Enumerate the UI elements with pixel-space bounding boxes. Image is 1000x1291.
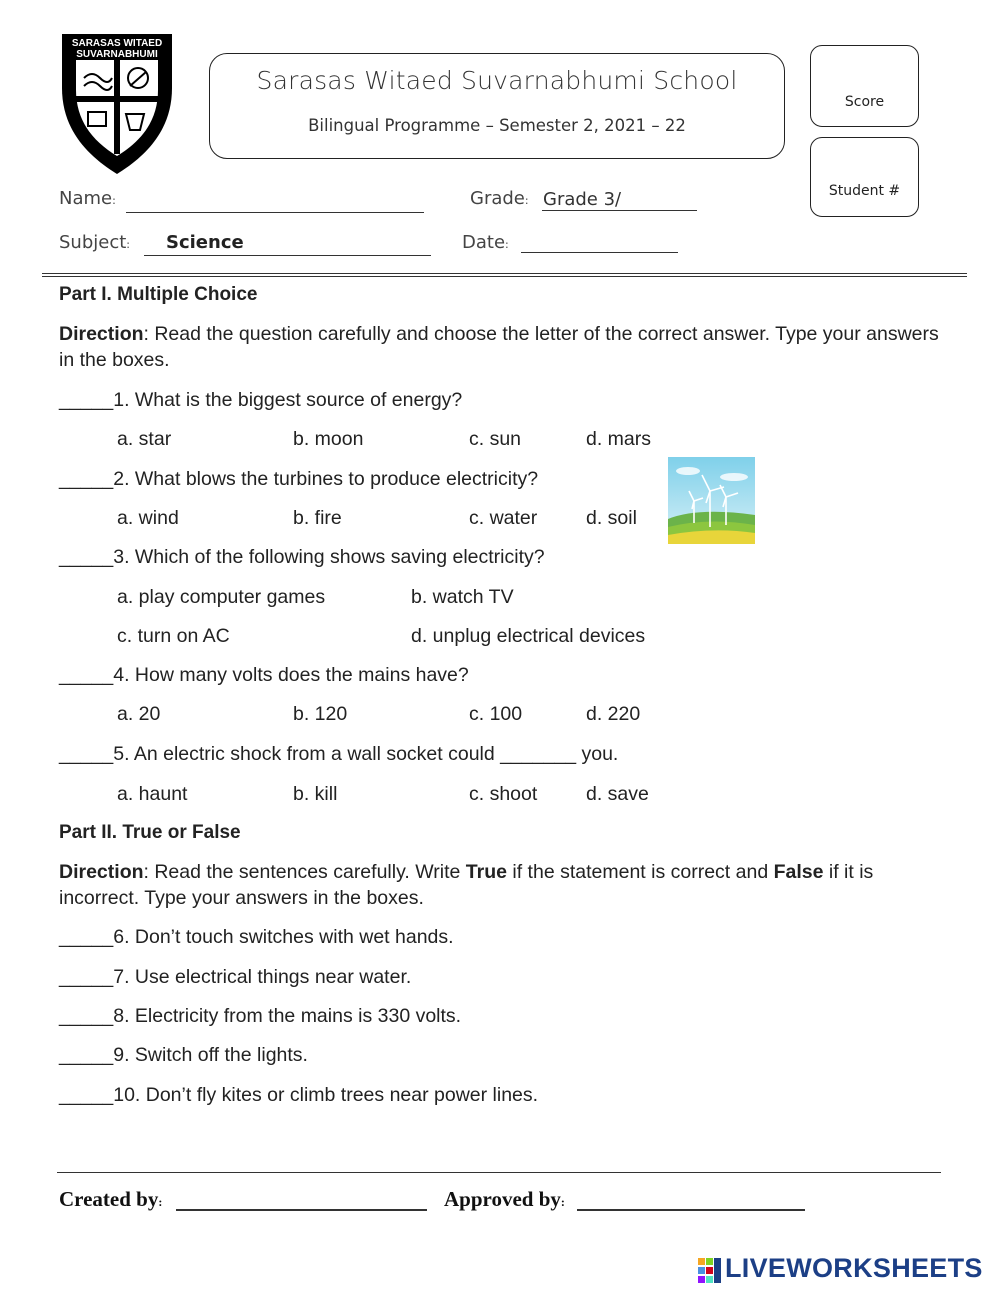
wind-turbine-image bbox=[668, 457, 755, 544]
part2-direction-text-1: : Read the sentences carefully. Write bbox=[143, 861, 466, 883]
subject-field[interactable] bbox=[144, 255, 431, 256]
q3-option-d: d. unplug electrical devices bbox=[411, 625, 646, 647]
created-by-label bbox=[59, 1187, 162, 1212]
q4-option-c: c. 100 bbox=[469, 703, 523, 725]
approved-by-label bbox=[444, 1187, 565, 1212]
grade-label: Grade bbox=[470, 188, 525, 209]
approved-by-colon: : bbox=[560, 1195, 565, 1209]
statement-10: _____10. Don’t fly kites or climb trees near power lines. bbox=[59, 1084, 539, 1106]
score-label: Score bbox=[844, 94, 885, 110]
part1-direction-label: Direction bbox=[59, 323, 144, 345]
q3-option-a: a. play computer games bbox=[117, 586, 326, 608]
school-crest bbox=[58, 30, 176, 178]
q2-option-c: c. water bbox=[469, 507, 538, 529]
name-label: Name bbox=[59, 188, 113, 209]
subject-colon: : bbox=[126, 238, 131, 251]
part2-direction-text-2: if the statement is correct and bbox=[506, 861, 774, 883]
question-5: _____5. An electric shock from a wall socket could _______ you. bbox=[59, 743, 619, 765]
question-2: _____2. What blows the turbines to produce electricity? bbox=[59, 468, 539, 490]
statement-8: _____8. Electricity from the mains is 330 volts. bbox=[59, 1005, 462, 1027]
question-4: _____4. How many volts does the mains have? bbox=[59, 664, 469, 686]
name-label-row bbox=[59, 188, 116, 209]
created-by-text: Created by bbox=[59, 1187, 159, 1211]
q1-option-b: b. moon bbox=[293, 428, 364, 450]
grade-colon: : bbox=[524, 194, 529, 207]
date-label: Date bbox=[462, 232, 506, 253]
part1-direction-text: : Read the question carefully and choose the letter of the correct answer. Type your answers in the boxes. bbox=[59, 323, 939, 371]
part1-direction bbox=[59, 321, 949, 373]
statement-9: _____9. Switch off the lights. bbox=[59, 1044, 308, 1066]
q1-option-a: a. star bbox=[117, 428, 172, 450]
student-number-box[interactable] bbox=[810, 137, 919, 217]
footer-divider bbox=[57, 1172, 941, 1173]
part2-title: Part II. True or False bbox=[59, 822, 241, 843]
false-word: False bbox=[773, 861, 824, 883]
statement-7: _____7. Use electrical things near water. bbox=[59, 966, 412, 988]
crest-text-1: SARASAS WITAED bbox=[71, 38, 163, 49]
q4-option-b: b. 120 bbox=[293, 703, 348, 725]
date-colon: : bbox=[505, 238, 509, 251]
score-box[interactable] bbox=[810, 45, 919, 127]
date-field[interactable] bbox=[521, 252, 678, 253]
q4-option-a: a. 20 bbox=[117, 703, 161, 725]
part2-direction bbox=[59, 859, 949, 911]
header-divider-bottom bbox=[42, 276, 967, 277]
grade-label-row bbox=[470, 188, 529, 209]
part1-title: Part I. Multiple Choice bbox=[59, 284, 258, 305]
crest-text-2: SUVARNABHUMI bbox=[76, 49, 158, 60]
grade-field[interactable] bbox=[542, 210, 697, 211]
liveworksheets-logo-icon bbox=[698, 1258, 722, 1284]
approved-by-field[interactable] bbox=[577, 1209, 805, 1211]
q2-option-a: a. wind bbox=[117, 507, 179, 529]
name-colon: : bbox=[112, 194, 116, 207]
q3-option-b: b. watch TV bbox=[411, 586, 514, 608]
statement-6: _____6. Don’t touch switches with wet hands. bbox=[59, 926, 454, 948]
q2-option-b: b. fire bbox=[293, 507, 342, 529]
date-label-row bbox=[462, 232, 509, 253]
subject-value: Science bbox=[166, 232, 244, 253]
student-number-label: Student # bbox=[828, 183, 901, 199]
q4-option-d: d. 220 bbox=[586, 703, 641, 725]
liveworksheets-brand: LIVEWORKSHEETS bbox=[725, 1253, 983, 1283]
question-3: _____3. Which of the following shows saving electricity? bbox=[59, 546, 545, 568]
created-by-field[interactable] bbox=[176, 1209, 427, 1211]
q1-option-d: d. mars bbox=[586, 428, 652, 450]
part2-direction-text-3: if it is incorrect. Type your answers in the boxes. bbox=[59, 861, 874, 909]
subject-label: Subject bbox=[59, 232, 127, 253]
name-field[interactable] bbox=[126, 212, 424, 213]
approved-by-text: Approved by bbox=[444, 1187, 561, 1211]
q5-option-a: a. haunt bbox=[117, 783, 188, 805]
question-1: _____1. What is the biggest source of energy? bbox=[59, 389, 463, 411]
part2-direction-label: Direction bbox=[59, 861, 144, 883]
q5-option-c: c. shoot bbox=[469, 783, 538, 805]
subject-label-row bbox=[59, 232, 130, 253]
header-divider-top bbox=[42, 273, 967, 274]
true-word: True bbox=[465, 861, 507, 883]
q3-option-c: c. turn on AC bbox=[117, 625, 230, 647]
title-box bbox=[209, 53, 785, 159]
q5-option-b: b. kill bbox=[293, 783, 338, 805]
q5-option-d: d. save bbox=[586, 783, 649, 805]
school-name: Sarasas Witaed Suvarnabhumi School bbox=[256, 66, 738, 95]
q2-option-d: d. soil bbox=[586, 507, 637, 529]
grade-value: Grade 3/ bbox=[543, 189, 622, 210]
created-by-colon: : bbox=[158, 1195, 163, 1209]
programme-text: Bilingual Programme – Semester 2, 2021 – 22 bbox=[308, 116, 686, 135]
q1-option-c: c. sun bbox=[469, 428, 522, 450]
